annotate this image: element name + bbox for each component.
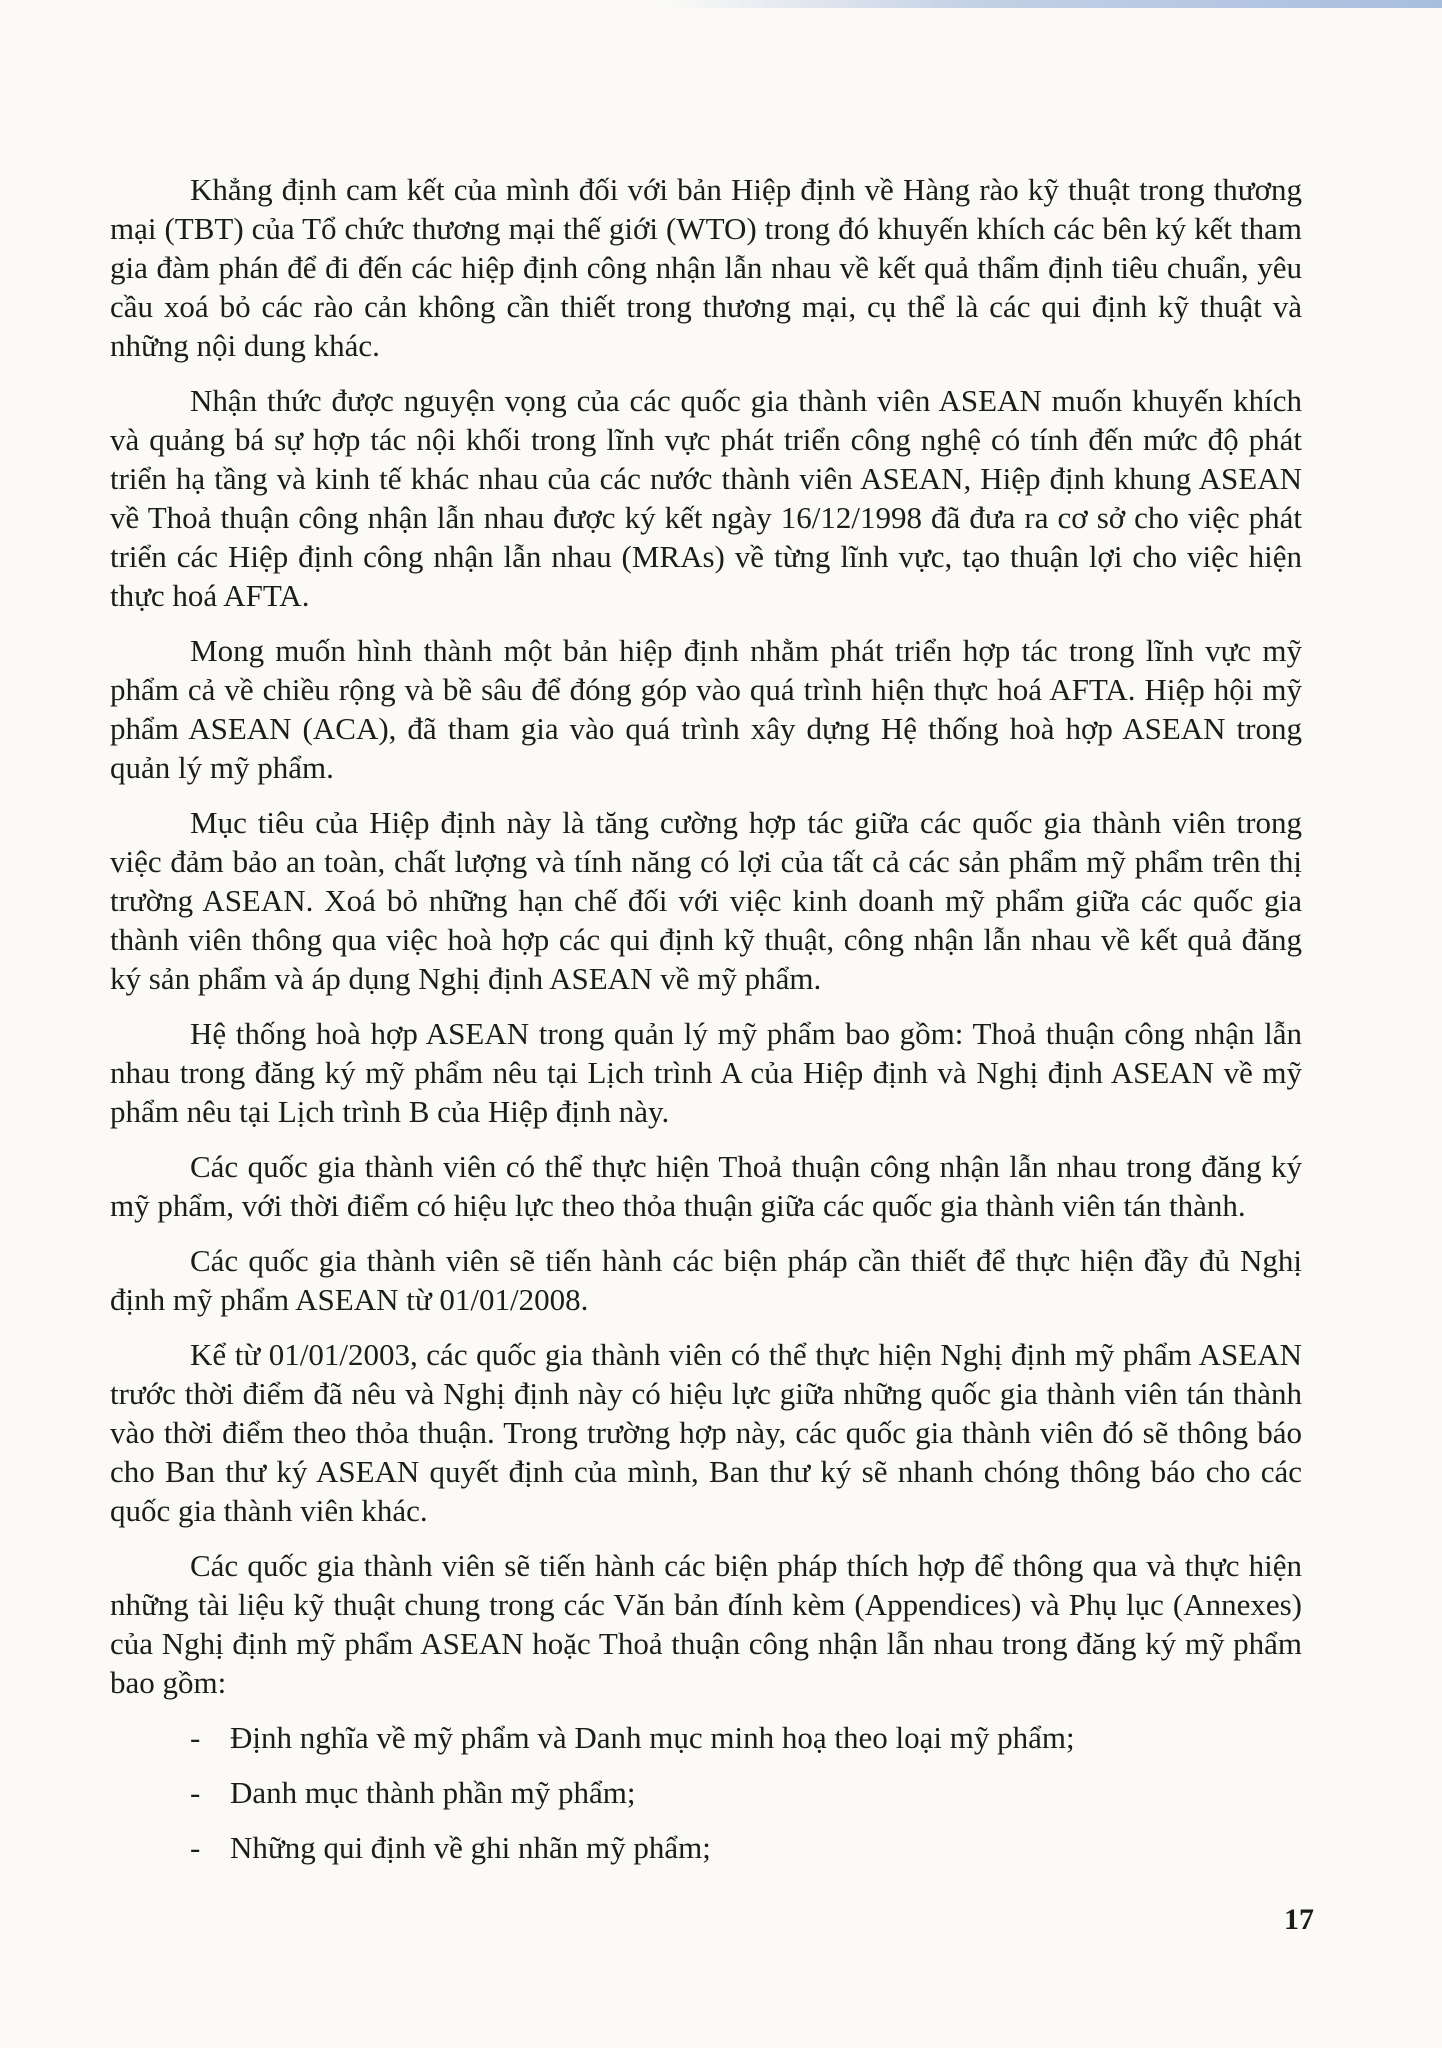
list-item-text: Định nghĩa về mỹ phẩm và Danh mục minh hoạ theo loại mỹ phẩm; [230,1720,1075,1755]
list-dash: - [190,1720,201,1755]
document-body [110,170,1302,1883]
paragraph-8: Kể từ 01/01/2003, các quốc gia thành viên có thể thực hiện Nghị định mỹ phẩm ASEAN trước thời điểm đã nêu và Nghị định này có hiệu lực giữa những quốc gia thành viên tán thành vào thời điểm theo thỏa thuận. Trong trường hợp này, các quốc gia thành viên đó sẽ thông báo cho Ban thư ký ASEAN quyết định của mình, Ban thư ký sẽ nhanh chóng thông báo cho các quốc gia thành viên khác. [110,1337,1302,1528]
paragraph-4: Mục tiêu của Hiệp định này là tăng cường hợp tác giữa các quốc gia thành viên trong việc đảm bảo an toàn, chất lượng và tính năng có lợi của tất cả các sản phẩm mỹ phẩm trên thị trường ASEAN. Xoá bỏ những hạn chế đối với việc kinh doanh mỹ phẩm giữa các quốc gia thành viên thông qua việc hoà hợp các qui định kỹ thuật, công nhận lẫn nhau về kết quả đăng ký sản phẩm và áp dụng Nghị định ASEAN về mỹ phẩm. [110,805,1302,996]
list-item [110,1718,1302,1757]
list-dash: - [190,1830,201,1865]
scan-edge-strip [662,0,1442,8]
list-item [110,1828,1302,1867]
list-item [110,1773,1302,1812]
paragraph-1: Khẳng định cam kết của mình đối với bản Hiệp định về Hàng rào kỹ thuật trong thương mại (TBT) của Tổ chức thương mại thế giới (WTO) trong đó khuyến khích các bên ký kết tham gia đàm phán để đi đến các hiệp định công nhận lẫn nhau về kết quả thẩm định tiêu chuẩn, yêu cầu xoá bỏ các rào cản không cần thiết trong thương mại, cụ thể là các qui định kỹ thuật và những nội dung khác. [110,172,1302,363]
paragraph-2: Nhận thức được nguyện vọng của các quốc gia thành viên ASEAN muốn khuyến khích và quảng bá sự hợp tác nội khối trong lĩnh vực phát triển công nghệ có tính đến mức độ phát triển hạ tầng và kinh tế khác nhau của các nước thành viên ASEAN, Hiệp định khung ASEAN về Thoả thuận công nhận lẫn nhau được ký kết ngày 16/12/1998 đã đưa ra cơ sở cho việc phát triển các Hiệp định công nhận lẫn nhau (MRAs) về từng lĩnh vực, tạo thuận lợi cho việc hiện thực hoá AFTA. [110,383,1302,613]
paragraph-9: Các quốc gia thành viên sẽ tiến hành các biện pháp thích hợp để thông qua và thực hiện những tài liệu kỹ thuật chung trong các Văn bản đính kèm (Appendices) và Phụ lục (Annexes) của Nghị định mỹ phẩm ASEAN hoặc Thoả thuận công nhận lẫn nhau trong đăng ký mỹ phẩm bao gồm: [110,1548,1302,1700]
item-list [110,1718,1302,1867]
list-item-text: Danh mục thành phần mỹ phẩm; [230,1775,636,1810]
list-dash: - [190,1775,201,1810]
paragraph-5: Hệ thống hoà hợp ASEAN trong quản lý mỹ phẩm bao gồm: Thoả thuận công nhận lẫn nhau trong đăng ký mỹ phẩm nêu tại Lịch trình A của Hiệp định và Nghị định ASEAN về mỹ phẩm nêu tại Lịch trình B của Hiệp định này. [110,1016,1302,1129]
paragraph-7: Các quốc gia thành viên sẽ tiến hành các biện pháp cần thiết để thực hiện đầy đủ Nghị định mỹ phẩm ASEAN từ 01/01/2008. [110,1243,1302,1317]
page-number: 17 [1284,1903,1314,1936]
paragraph-6: Các quốc gia thành viên có thể thực hiện Thoả thuận công nhận lẫn nhau trong đăng ký mỹ phẩm, với thời điểm có hiệu lực theo thỏa thuận giữa các quốc gia thành viên tán thành. [110,1149,1302,1223]
paragraph-3: Mong muốn hình thành một bản hiệp định nhằm phát triển hợp tác trong lĩnh vực mỹ phẩm cả về chiều rộng và bề sâu để đóng góp vào quá trình hiện thực hoá AFTA. Hiệp hội mỹ phẩm ASEAN (ACA), đã tham gia vào quá trình xây dựng Hệ thống hoà hợp ASEAN trong quản lý mỹ phẩm. [110,633,1302,785]
list-item-text: Những qui định về ghi nhãn mỹ phẩm; [230,1830,711,1865]
